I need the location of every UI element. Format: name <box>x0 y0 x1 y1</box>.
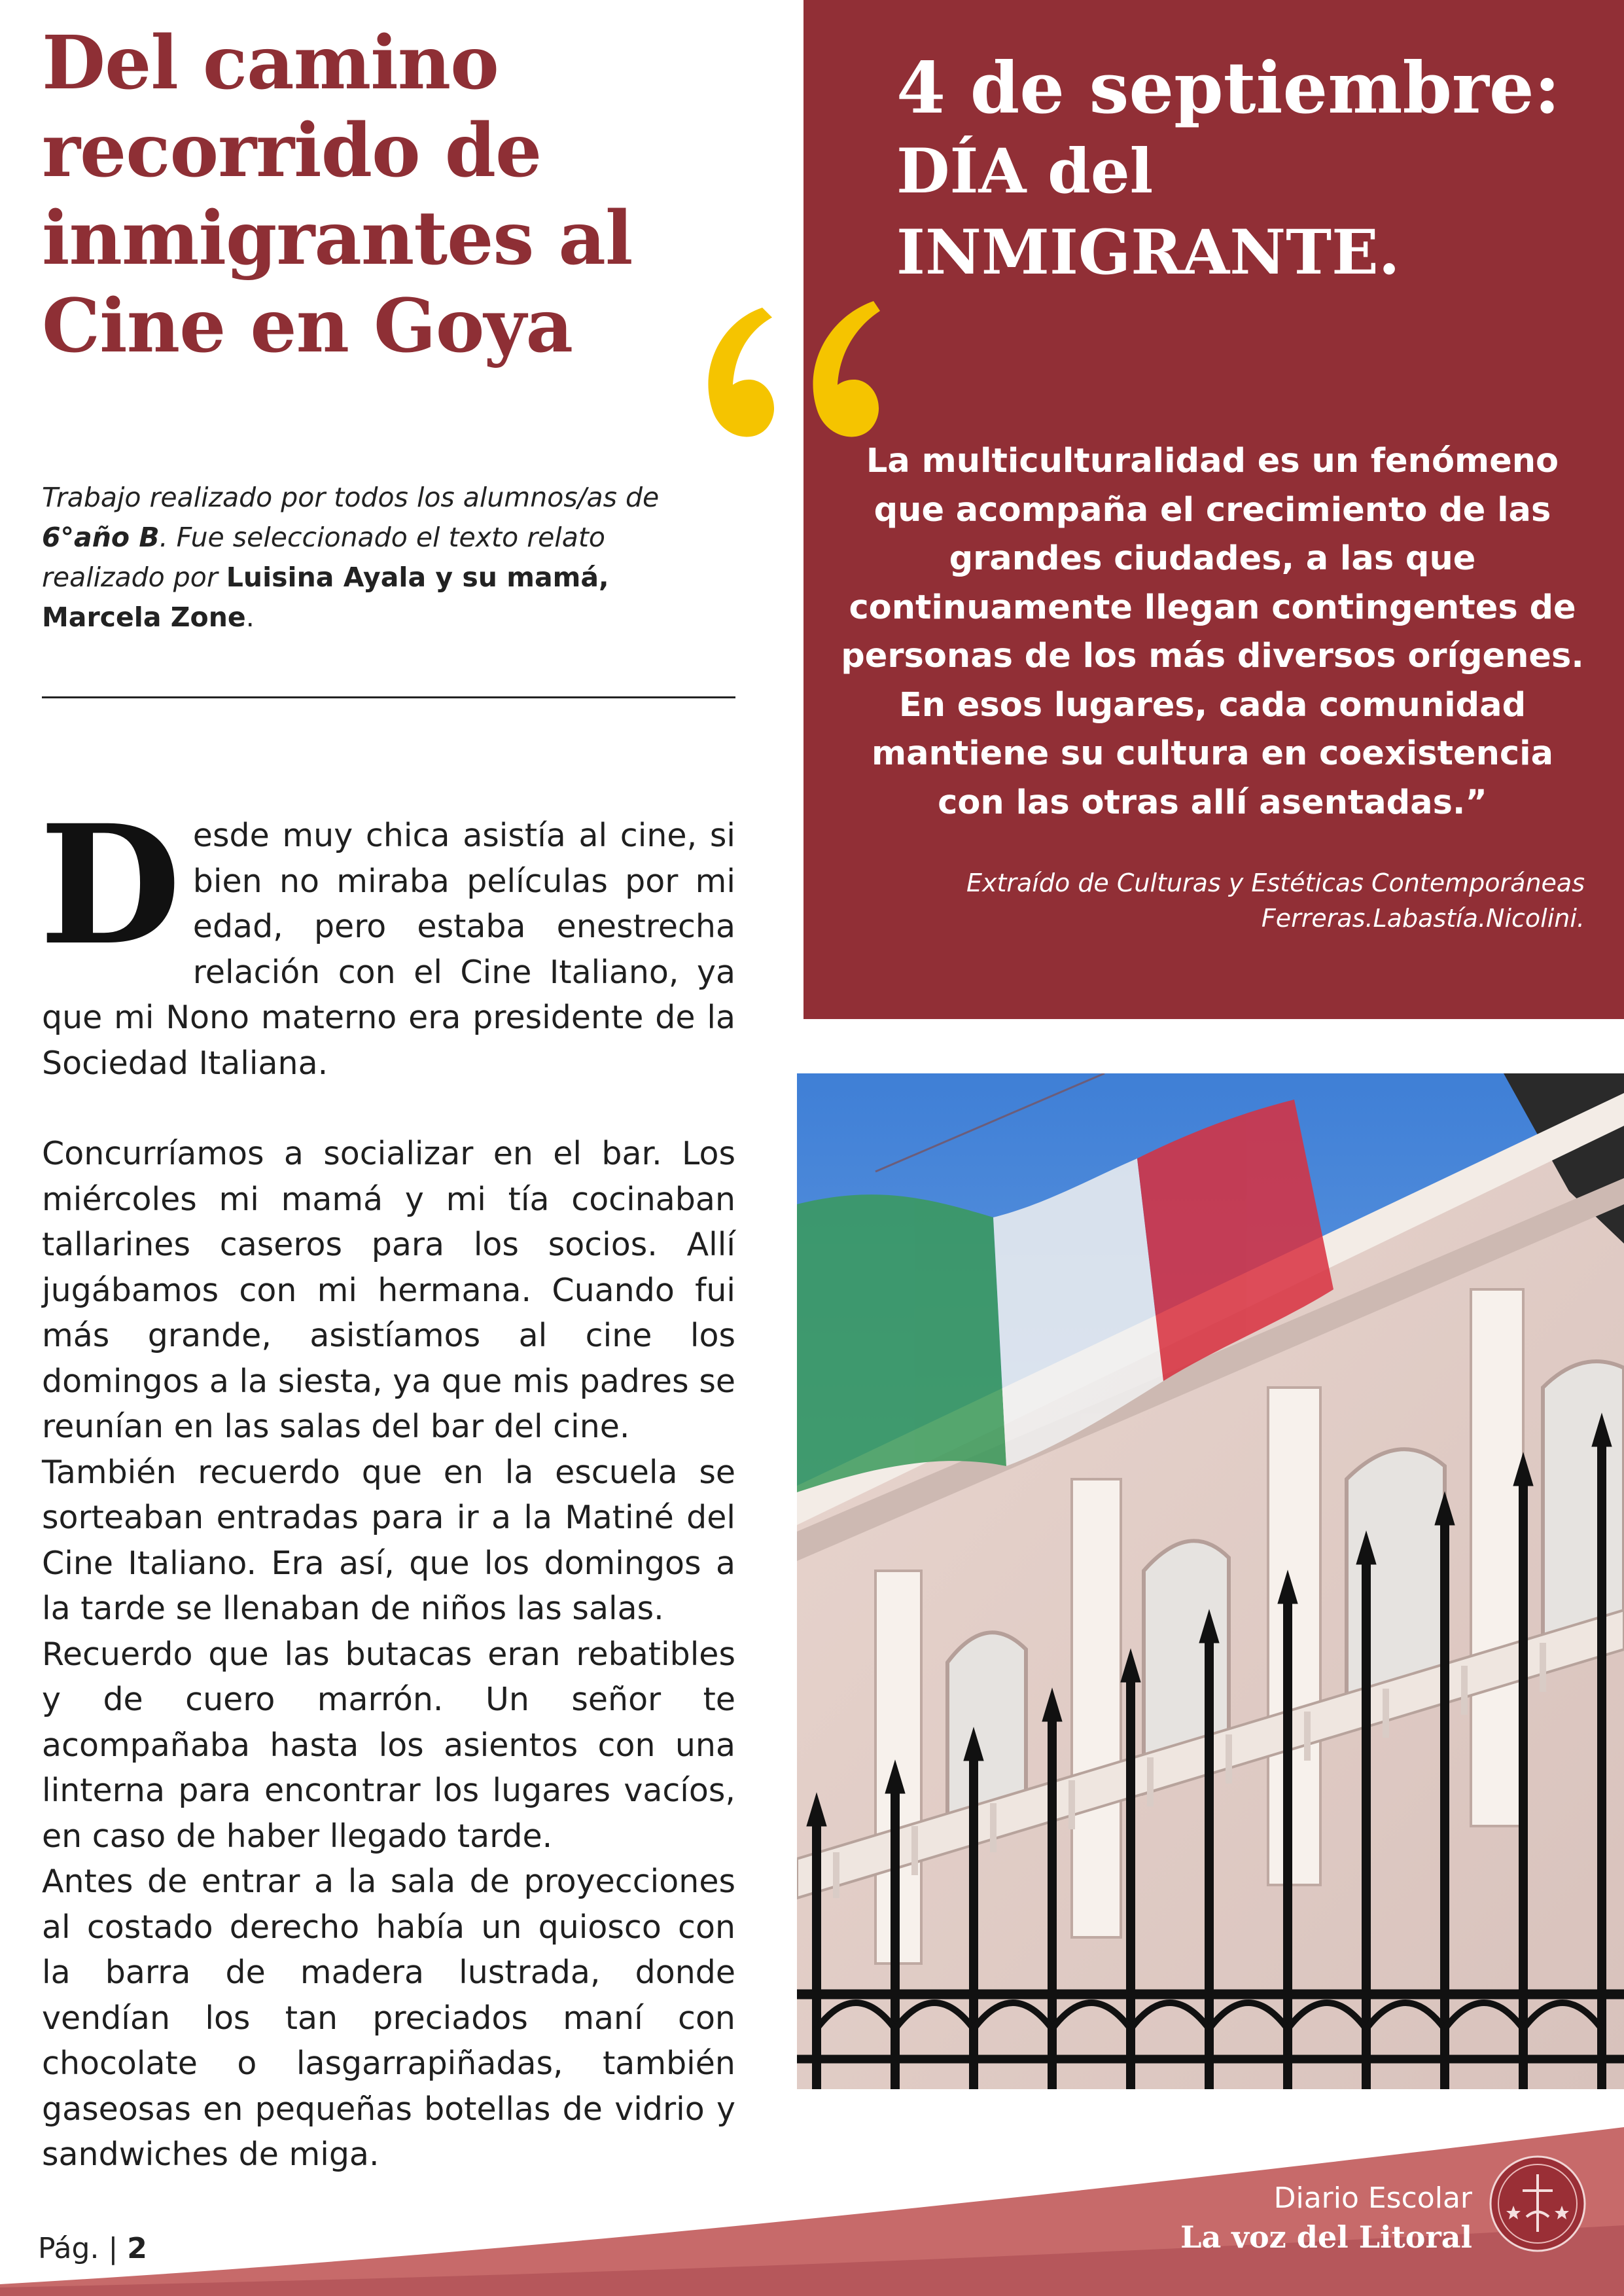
journal-name <box>1112 2179 1472 2257</box>
article-body <box>39 789 735 2178</box>
quote-source-line-1: Extraído de Culturas y Estéticas Contemporáneas <box>966 869 1585 897</box>
panel-title-dia: DÍA del <box>896 135 1154 207</box>
immigrant-day-panel <box>803 0 1624 1019</box>
panel-quote: La multiculturalidad es un fenómeno que acompaña el crecimiento de las grandes ciudades, a las que continuamente llegan contingentes de personas de los más diversos orígenes. En esos lugares, cada comunidad mantiene su cultura en coexistencia con las otras allí asentadas.” <box>841 442 1584 822</box>
panel-title <box>896 46 1603 293</box>
credits-end: . <box>245 601 255 633</box>
quotation-mark-icon <box>684 281 906 478</box>
credits-intro: Trabajo realizado por todos los alumnos/as de <box>42 482 660 513</box>
page-number-value: 2 <box>127 2232 147 2265</box>
paragraph-3: También recuerdo que en la escuela se sorteaban entradas para ir a la Matiné del Cine Italiano. Era así, que los domingos a la tarde se llenaban de niños las salas. <box>42 1453 735 1627</box>
school-emblem-icon <box>1489 2155 1587 2253</box>
cine-italiano-building-photo <box>797 1073 1624 2089</box>
paragraph-4: Recuerdo que las butacas eran rebatibles y de cuero marrón. Un señor te acompañaba hasta los asientos con una linterna para encontrar los lugares vacíos, en caso de haber llegado tarde. <box>42 1635 735 1855</box>
page-separator: | <box>108 2232 118 2265</box>
paragraph-1-text: esde muy chica asistía al cine, si bien no miraba películas por mi edad, pero estaba enestrecha relación con el Cine Italiano, ya que mi Nono materno era presidente de la Sociedad Italiana. <box>42 817 735 1082</box>
paragraph-1 <box>39 789 735 1086</box>
quote-source <box>930 865 1585 936</box>
paragraph-2: Concurríamos a socializar en el bar. Los miércoles mi mamá y mi tía cocinaban tallarines caseros para los socios. Allí jugábamos con mi hermana. Cuando fui más grande, asistíamos al cine los domingos a la siesta, ya que mis padres se reunían en las salas del bar del cine. <box>42 1135 735 1445</box>
section-divider <box>42 696 735 698</box>
journal-label: Diario Escolar <box>1273 2181 1472 2215</box>
quote-source-line-2: Ferreras.Labastía.Nicolini. <box>1261 904 1585 933</box>
credits-authors: Luisina Ayala y su mamá, Marcela Zone <box>42 562 609 633</box>
page-label: Pág. <box>38 2232 99 2265</box>
paragraph-5: Antes de entrar a la sala de proyecciones al costado derecho había un quiosco con la barra de madera lustrada, donde vendían los tan preciados maní con chocolate o lasgarrapiñadas, también gaseosas en pequeñas botellas de vidrio y sandwiches de miga. <box>42 1863 735 2173</box>
credits-grade: 6°año B <box>42 522 160 553</box>
credits-middle: . Fue seleccionado el texto relato realizado por <box>42 522 605 593</box>
credits <box>42 478 735 637</box>
page-number <box>38 2232 147 2265</box>
drop-cap: D <box>39 789 181 981</box>
panel-title-inmigrante: INMIGRANTE. <box>896 217 1400 289</box>
article-title: Del camino recorrido de inmigrantes al Cine en Goya <box>42 20 633 369</box>
journal-title: La voz del Litoral <box>1180 2219 1472 2255</box>
panel-title-date: 4 de septiembre: <box>896 47 1561 130</box>
